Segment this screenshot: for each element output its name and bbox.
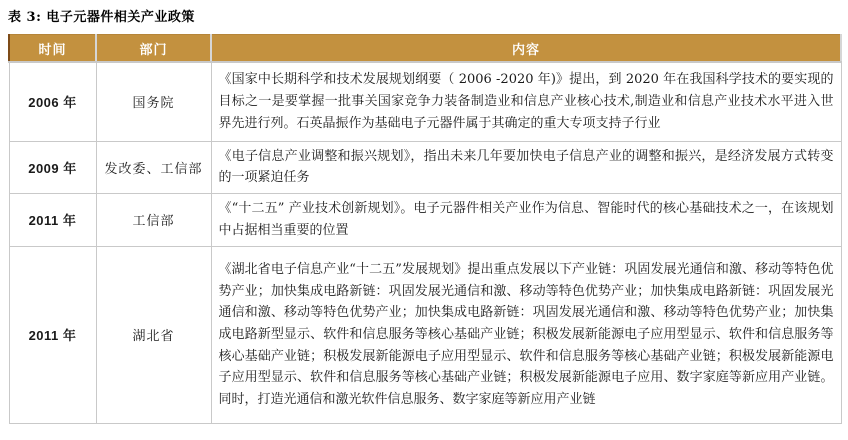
cell-time: 2009 年 xyxy=(9,141,96,193)
cell-dept: 国务院 xyxy=(96,62,211,141)
cell-content: 《“十二五” 产业技术创新规划》。电子元器件相关产业作为信息、智能时代的核心基础技术之一，在该规划中占据相当重要的位置 xyxy=(211,193,841,246)
header-dept: 部门 xyxy=(96,35,211,63)
header-content: 内容 xyxy=(211,35,841,63)
cell-dept: 湖北省 xyxy=(96,246,211,423)
cell-content: 《湖北省电子信息产业“十二五”发展规划》提出重点发展以下产业链：巩固发展光通信和激、移动等特色优势产业；加快集成电路新链：巩固发展光通信和激、移动等特色优势产业；加快集成电路新链：巩固发展光通信和激、移动等特色优势产业；加快集成电路新链：巩固发展光通信和激、移动等特色优势产业；加快集成电路新型显示、软件和信息服务等核心基础产业链；积极发展新能源电子应用型显示、软件和信息服务等核心基础产业链；积极发展新能源电子应用型显示、软件和信息服务等核心基础产业链；积极发展新能源电子应用型显示、软件和信息服务等核心基础产业链；积极发展新能源电子应用、数字家庭等新应用产业链。同时，打造光通信和激光软件信息服务、数字家庭等新应用产业链 xyxy=(211,246,841,423)
cell-dept: 发改委、工信部 xyxy=(96,141,211,193)
header-time: 时间 xyxy=(9,35,96,63)
table-row xyxy=(9,246,841,423)
table-header xyxy=(9,35,841,63)
cell-content: 《国家中长期科学和技术发展规划纲要（ 2006 -2020 年)》提出，到 2020 年在我国科学技术的要实现的目标之一是要掌握一批事关国家竞争力装备制造业和信息产业核心技术,制造业和信息产业技术水平进入世界先进行列。石英晶振作为基础电子元器件属于其确定的重大专项支持子行业 xyxy=(211,62,841,141)
table-row xyxy=(9,62,841,141)
cell-time: 2006 年 xyxy=(9,62,96,141)
policy-table xyxy=(8,34,842,424)
cell-content: 《电子信息产业调整和振兴规划》，指出未来几年要加快电子信息产业的调整和振兴，是经济发展方式转变的一项紧迫任务 xyxy=(211,141,841,193)
cell-dept: 工信部 xyxy=(96,193,211,246)
table-row xyxy=(9,141,841,193)
cell-time: 2011 年 xyxy=(9,193,96,246)
table-row xyxy=(9,193,841,246)
table-title: 表 3: 电子元器件相关产业政策 xyxy=(8,10,195,25)
cell-time: 2011 年 xyxy=(9,246,96,423)
